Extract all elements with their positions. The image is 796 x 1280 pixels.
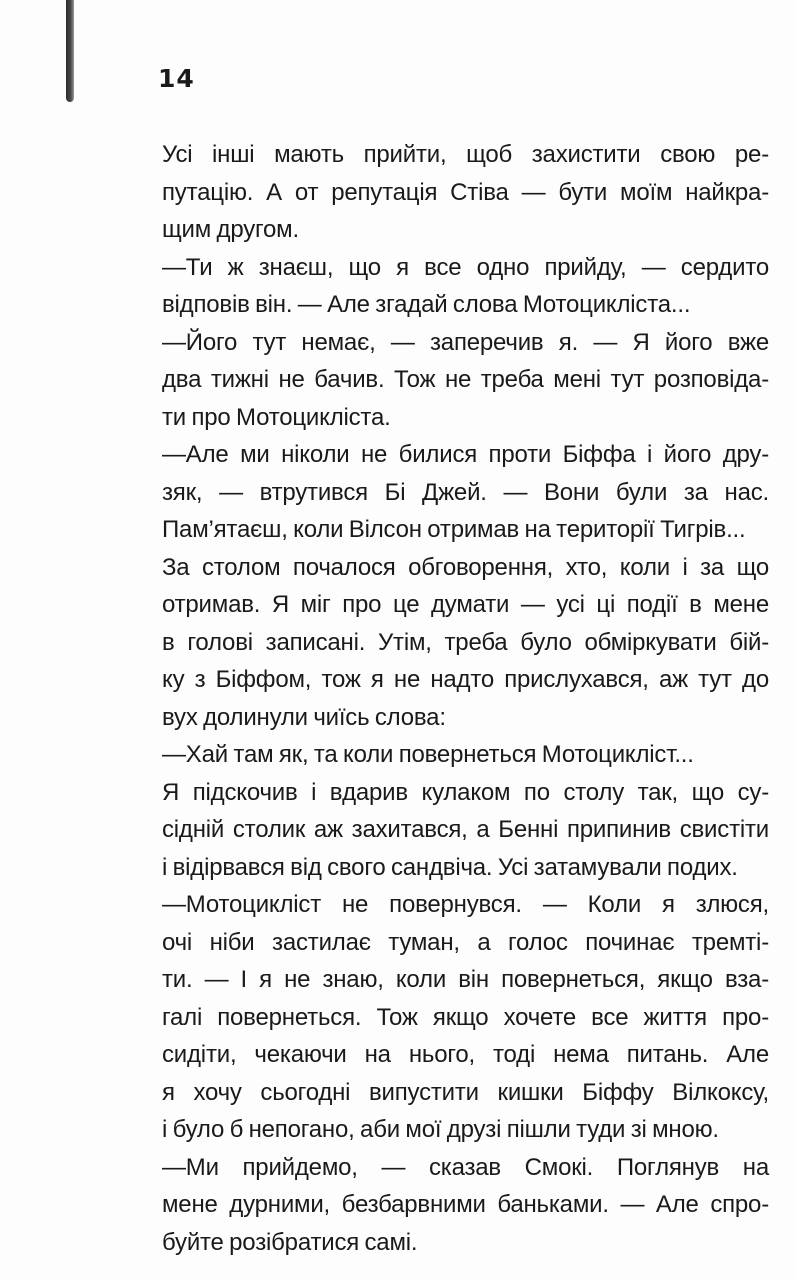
text-line: За столом почалося обговорення, хто, коли і за що — [162, 553, 769, 581]
text-line: відповів він. — Але згадай слова Мотоцикліста... — [162, 291, 691, 318]
text-line: і було б непогано, аби мої друзі пішли туди зі мною. — [162, 1116, 719, 1143]
text-line: —Хай там як, та коли повернеться Мотоцикліст... — [162, 741, 694, 768]
text-line: —Але ми ніколи не билися проти Біффа і його дру- — [162, 441, 769, 468]
text-line: в голові записані. Утім, треба було обміркувати бій- — [162, 628, 769, 656]
text-line: Усі інші мають прийти, щоб захистити свою ре- — [162, 141, 769, 168]
text-line: сідній столик аж захитався, а Бенні припинив свистіти — [162, 816, 769, 843]
text-line: ти про Мотоцикліста. — [162, 403, 391, 431]
text-line: Я підскочив і вдарив кулаком по столу так, що су- — [162, 778, 769, 806]
body-text — [162, 136, 769, 1261]
text-line: —Ти ж знаєш, що я все одно прийду, — сердито — [162, 253, 769, 281]
text-line: два тижні не бачив. Тож не треба мені тут розповіда- — [162, 366, 769, 393]
text-line: і відірвався від свого сандвіча. Усі затамували подих. — [162, 853, 738, 881]
text-line: сидіти, чекаючи на нього, тоді нема питань. Але — [162, 1041, 769, 1068]
binding-edge-shadow — [66, 0, 74, 102]
text-line: зяк, — втрутився Бі Джей. — Вони були за нас. — [162, 478, 769, 506]
text-line: буйте розібратися самі. — [162, 1228, 418, 1256]
text-line: щим другом. — [162, 216, 299, 243]
text-line: галі повернеться. Тож якщо хочете все життя про- — [162, 1003, 769, 1031]
text-line: мене дурними, безбарвними баньками. — Але спро- — [162, 1191, 769, 1218]
text-line: —Його тут немає, — заперечив я. — Я його вже — [162, 328, 769, 356]
text-line: отримав. Я міг про це думати — усі ці події в мене — [162, 591, 769, 618]
text-line: —Ми прийдемо, — сказав Смокі. Поглянув на — [162, 1153, 769, 1181]
text-line: ку з Біффом, тож я не надто прислухався, аж тут до — [162, 666, 769, 693]
page-number: 14 — [158, 64, 195, 93]
text-line: вух долинули чиїсь слова: — [162, 703, 446, 731]
text-line: путацію. А от репутація Стіва — бути моїм найкра- — [162, 178, 769, 206]
text-line: я хочу сьогодні випустити кишки Біффу Вілкоксу, — [162, 1078, 769, 1106]
text-line: ти. — І я не знаю, коли він повернеться, якщо вза- — [162, 966, 769, 993]
text-line: очі ніби застилає туман, а голос починає тремті- — [162, 928, 769, 956]
text-line: —Мотоцикліст не повернувся. — Коли я злюся, — [162, 891, 769, 918]
text-line: Пам’ятаєш, коли Вілсон отримав на території Тигрів... — [162, 516, 746, 543]
